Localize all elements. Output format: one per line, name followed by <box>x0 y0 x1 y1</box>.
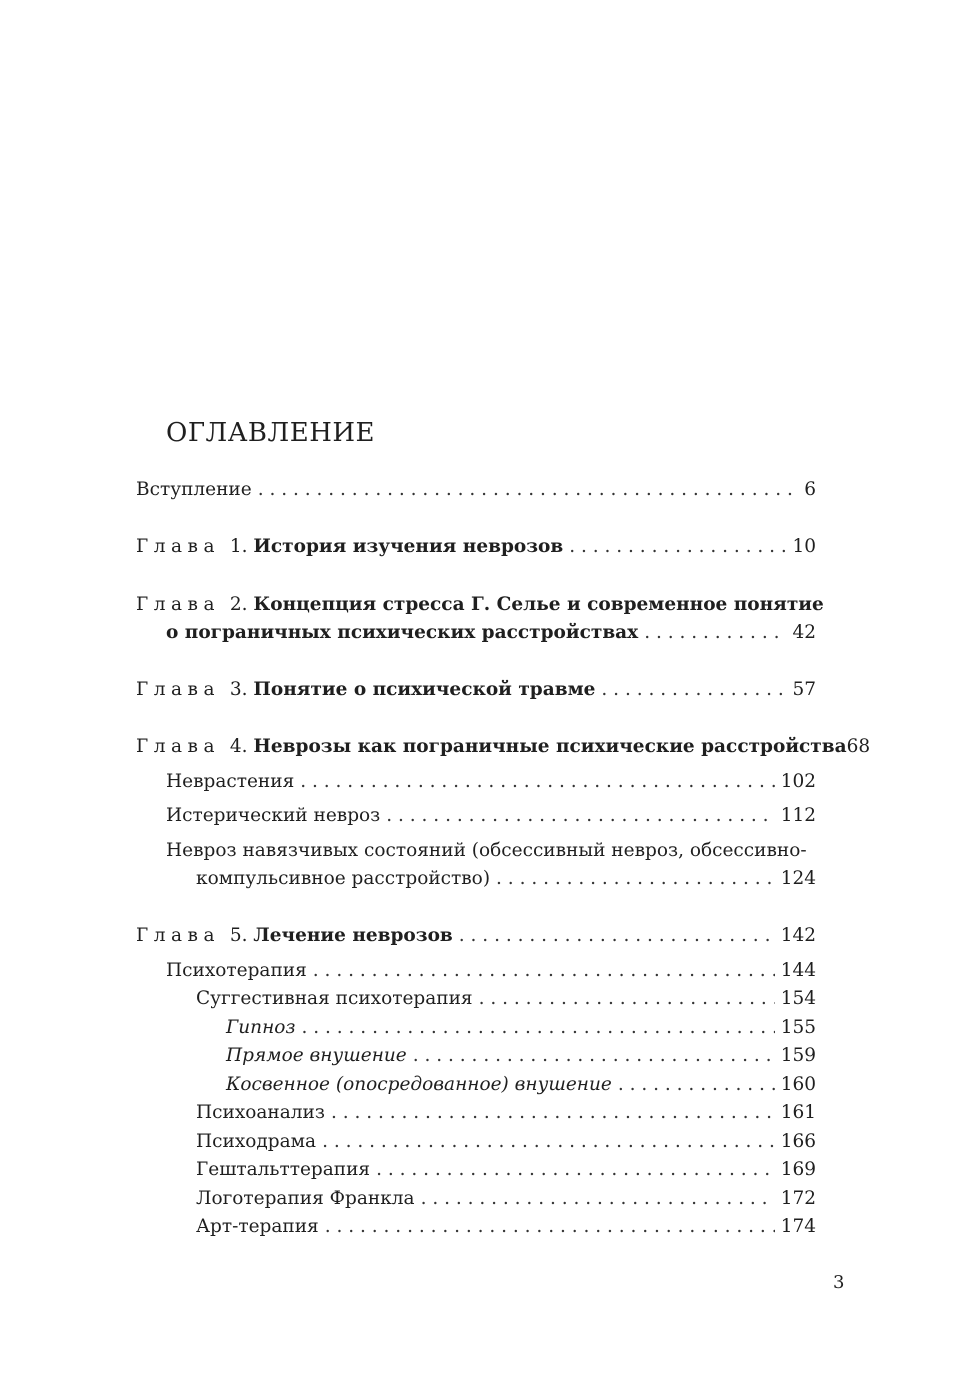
chapter-number: 4. <box>229 736 248 757</box>
toc-entry-label: Арт-терапия <box>196 1216 319 1237</box>
toc-entry-label: Истерический невроз <box>166 805 381 826</box>
leader-dots <box>331 1101 775 1125</box>
chapter-word: Глава <box>136 536 220 557</box>
toc-entry-chapter-2[interactable] <box>166 621 816 645</box>
leader-dots <box>300 770 774 794</box>
toc-entry-intro[interactable] <box>136 478 816 502</box>
toc-entry-page: 6 <box>804 479 816 500</box>
toc-entry-label: Суггестивная психотерапия <box>196 988 473 1009</box>
toc-entry-page: 124 <box>780 868 816 889</box>
toc-entry-page: 102 <box>780 771 816 792</box>
chapter-heading <box>136 924 453 948</box>
toc-entry-page: 155 <box>780 1017 816 1038</box>
toc-entry-chapter-1[interactable] <box>136 535 816 559</box>
toc-entry-chapter-3[interactable] <box>136 678 816 702</box>
toc-entry-label: Косвенное (опосредованное) внушение <box>226 1074 612 1095</box>
toc-entry-page: 154 <box>780 988 816 1009</box>
leader-dots <box>302 1016 775 1040</box>
toc-entry-label: Психодрама <box>196 1131 317 1152</box>
toc-entry-chapter-2-line-1[interactable] <box>136 593 824 617</box>
toc-entry-page: 160 <box>780 1074 816 1095</box>
toc-entry-label: Неврастения <box>166 771 295 792</box>
toc-entry-page: 169 <box>780 1159 816 1180</box>
toc-entry-label: Психотерапия <box>166 960 307 981</box>
chapter-word: Глава <box>136 679 220 700</box>
chapter-number: 5. <box>229 925 248 946</box>
leader-dots <box>459 924 775 948</box>
chapter-title: Лечение неврозов <box>253 925 453 946</box>
toc-entry-psychodrama[interactable] <box>196 1130 816 1154</box>
toc-entry-direct-suggestion[interactable] <box>226 1044 816 1068</box>
toc-entry-page: 166 <box>780 1131 816 1152</box>
chapter-heading <box>136 678 595 702</box>
toc-entry-art-therapy[interactable] <box>196 1215 816 1239</box>
leader-dots <box>496 867 775 891</box>
toc-entry-hypnosis[interactable] <box>226 1016 816 1040</box>
toc-entry-psychotherapy[interactable] <box>166 959 816 983</box>
toc-entry-label: Невроз навязчивых состояний (обсессивный невроз, обсессивно- <box>166 840 807 861</box>
toc-entry-logotherapy[interactable] <box>196 1187 816 1211</box>
toc-entry-psychoanalysis[interactable] <box>196 1101 816 1125</box>
toc-entry-page: 159 <box>780 1045 816 1066</box>
toc-entry-page: 10 <box>792 536 816 557</box>
toc-entry-page: 112 <box>780 805 816 826</box>
chapter-word: Глава <box>136 736 220 757</box>
page-number: 3 <box>833 1272 845 1293</box>
toc-entry-page: 161 <box>780 1102 816 1123</box>
chapter-number: 1. <box>229 536 248 557</box>
chapter-word: Глава <box>136 925 220 946</box>
toc-entry-neurasthenia[interactable] <box>166 770 816 794</box>
toc-entry-ocd-line-1[interactable] <box>166 839 807 863</box>
toc-entry-page: 174 <box>780 1216 816 1237</box>
chapter-title-continued: о пограничных психических расстройствах <box>166 622 639 643</box>
chapter-heading <box>136 735 847 759</box>
toc-entry-suggestive-psychotherapy[interactable] <box>196 987 816 1011</box>
leader-dots <box>322 1130 775 1154</box>
toc-entry-page: 142 <box>780 925 816 946</box>
page-title: ОГЛАВЛЕНИЕ <box>166 418 376 448</box>
toc-entry-indirect-suggestion[interactable] <box>226 1073 816 1097</box>
leader-dots <box>421 1187 775 1211</box>
toc-entry-chapter-5[interactable] <box>136 924 816 948</box>
leader-dots <box>386 804 774 828</box>
toc-entry-hysterical-neurosis[interactable] <box>166 804 816 828</box>
chapter-word: Глава <box>136 594 220 615</box>
toc-entry-ocd[interactable] <box>196 867 816 891</box>
leader-dots <box>601 678 786 702</box>
toc-entry-page: 57 <box>792 679 816 700</box>
leader-dots <box>313 959 775 983</box>
leader-dots <box>618 1073 775 1097</box>
leader-dots <box>376 1158 775 1182</box>
toc-entry-label: Прямое внушение <box>226 1045 407 1066</box>
leader-dots <box>569 535 786 559</box>
chapter-number: 2. <box>229 594 248 615</box>
chapter-title: Понятие о психической травме <box>253 679 596 700</box>
leader-dots <box>479 987 775 1011</box>
toc-entry-page: 172 <box>780 1188 816 1209</box>
leader-dots <box>644 621 786 645</box>
toc-entry-label: Гипноз <box>226 1017 296 1038</box>
toc-entry-page: 144 <box>780 960 816 981</box>
chapter-title: Неврозы как пограничные психические расстройства <box>253 736 847 757</box>
toc-entry-page: 68 <box>846 736 871 757</box>
chapter-title: Концепция стресса Г. Селье и современное понятие <box>253 594 824 615</box>
toc-entry-label: Гештальттерапия <box>196 1159 371 1180</box>
toc-entry-gestalt-therapy[interactable] <box>196 1158 816 1182</box>
toc-entry-label: Логотерапия Франкла <box>196 1188 415 1209</box>
chapter-title: История изучения неврозов <box>253 536 564 557</box>
leader-dots <box>258 478 799 502</box>
leader-dots <box>325 1215 775 1239</box>
leader-dots <box>413 1044 775 1068</box>
toc-entry-chapter-4[interactable] <box>136 735 871 759</box>
toc-entry-label: Вступление <box>136 479 252 500</box>
chapter-number: 3. <box>229 679 248 700</box>
toc-entry-page: 42 <box>792 622 816 643</box>
chapter-heading <box>136 535 563 559</box>
toc-entry-label: Психоанализ <box>196 1102 325 1123</box>
toc-entry-label-continued: компульсивное расстройство) <box>196 868 491 889</box>
